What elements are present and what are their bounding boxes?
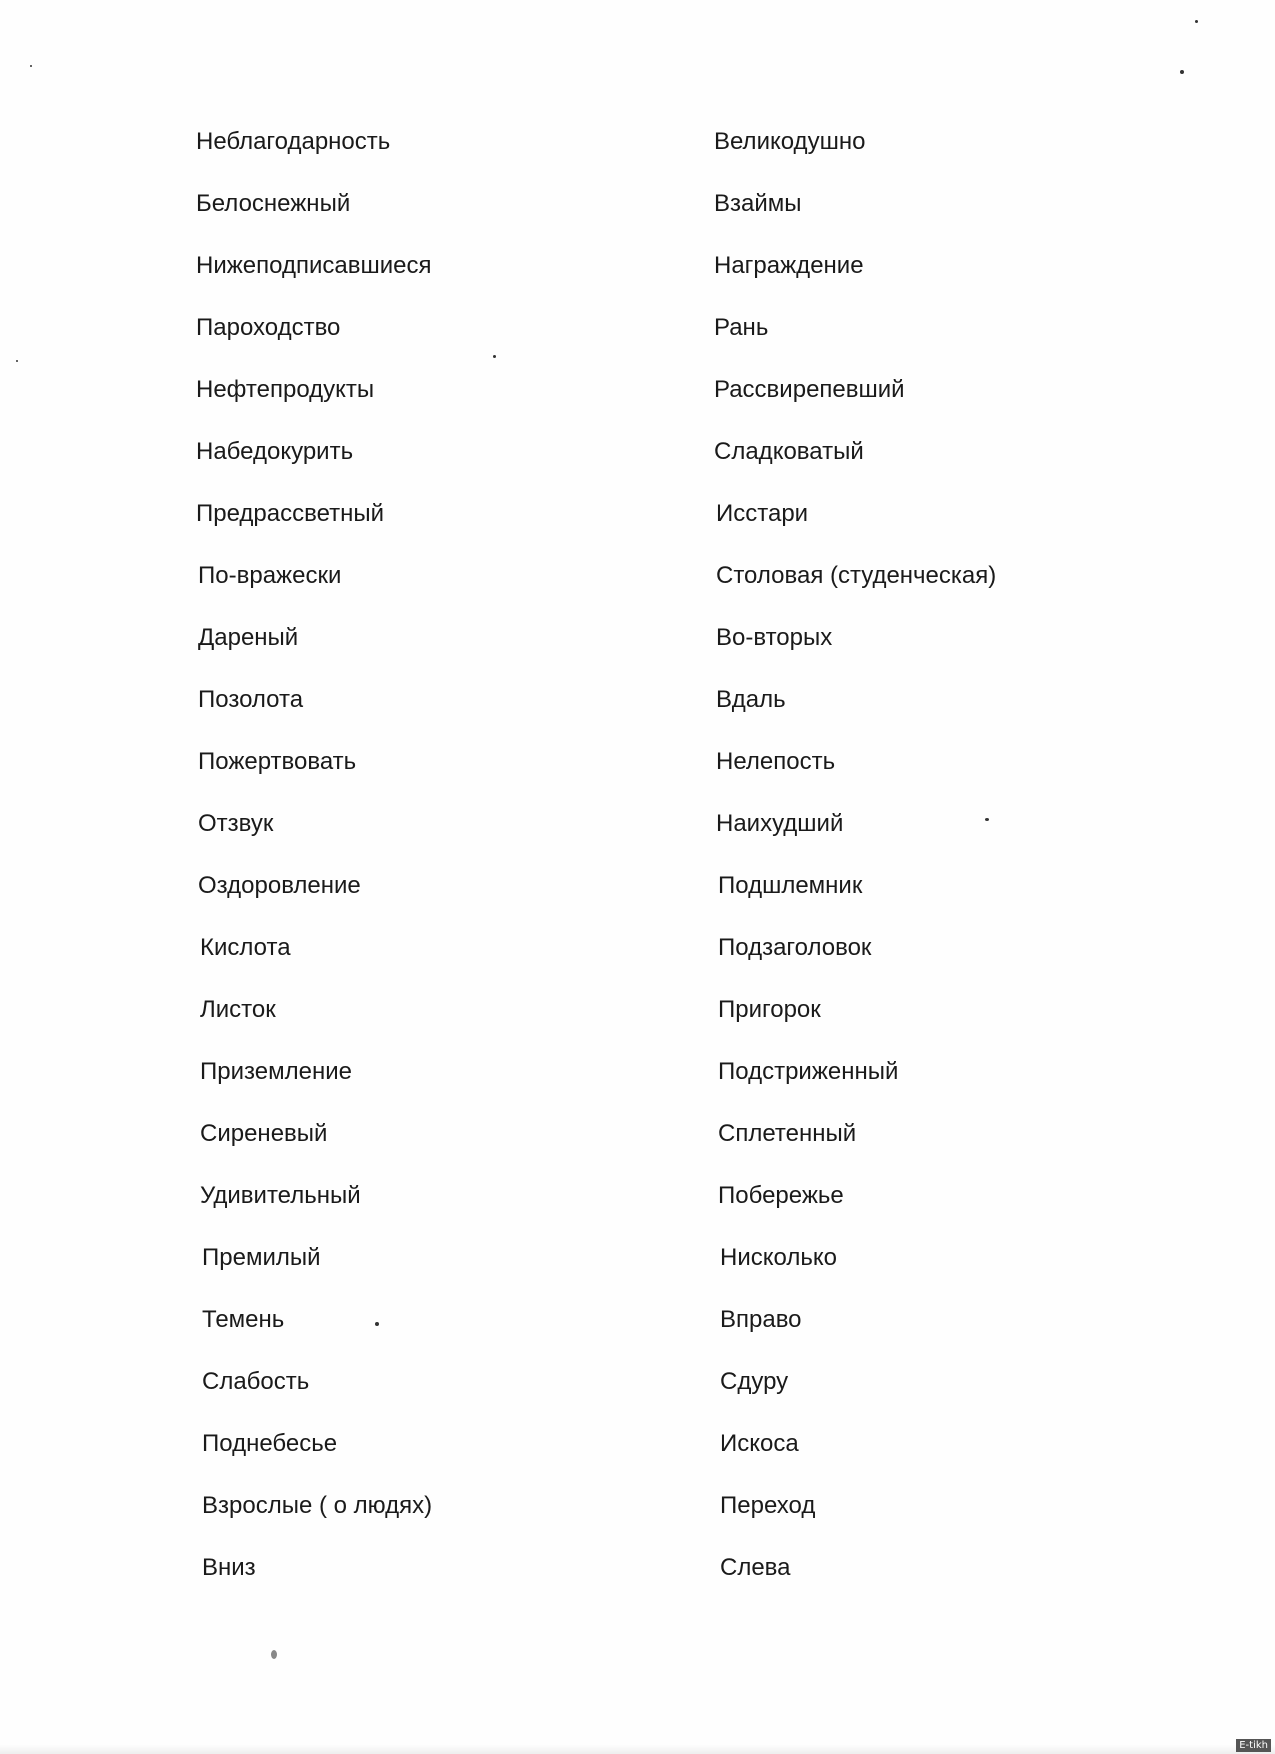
scan-speck (16, 360, 18, 362)
scan-speck (271, 1650, 277, 1659)
word-item: Приземление (200, 1058, 352, 1085)
word-item: Набедокурить (196, 438, 354, 465)
word-item: Искоса (720, 1430, 799, 1457)
word-item: Слабость (202, 1368, 310, 1395)
word-item: Подстриженный (718, 1058, 899, 1085)
scan-speck (375, 1322, 379, 1326)
word-item: Вдаль (716, 686, 786, 713)
word-item: Нижеподписавшиеся (196, 252, 432, 279)
scan-speck (1180, 70, 1184, 74)
word-item: Великодушно (714, 128, 866, 155)
word-item: Листок (200, 996, 276, 1023)
word-item: Позолота (198, 686, 304, 713)
word-list-left (196, 122, 696, 1610)
word-item: Нисколько (720, 1244, 837, 1271)
word-item: Пароходство (196, 314, 341, 341)
word-item: Вниз (202, 1554, 256, 1581)
word-item: Неблагодарность (196, 128, 391, 155)
word-item: Взаймы (714, 190, 802, 217)
watermark: E-tikh (1236, 1739, 1271, 1752)
word-item: По-вражески (198, 562, 342, 589)
word-item: Рассвирепевший (714, 376, 905, 403)
scan-speck (30, 65, 32, 67)
word-item: Переход (720, 1492, 816, 1519)
word-item: Во-вторых (716, 624, 833, 651)
word-list-right (714, 122, 1214, 1610)
word-item: Сплетенный (718, 1120, 857, 1147)
word-item: Побережье (718, 1182, 844, 1209)
word-item: Премилый (202, 1244, 321, 1271)
scan-speck (493, 355, 496, 358)
word-item: Дареный (198, 624, 299, 651)
word-item: Взрослые ( о людях) (202, 1492, 433, 1519)
word-item: Оздоровление (198, 872, 361, 899)
word-item: Сладковатый (714, 438, 864, 465)
scan-speck (1195, 20, 1198, 23)
word-item: Предрассветный (196, 500, 385, 527)
word-item: Сиреневый (200, 1120, 328, 1147)
word-item: Слева (720, 1554, 791, 1581)
word-item: Пригорок (718, 996, 821, 1023)
scan-edge (0, 1744, 1275, 1754)
word-item: Пожертвовать (198, 748, 357, 775)
word-item: Награждение (714, 252, 864, 279)
word-item: Исстари (716, 500, 809, 527)
word-item: Кислота (200, 934, 291, 961)
word-item: Удивительный (200, 1182, 361, 1209)
word-item: Наихудший (716, 810, 844, 837)
word-item: Вправо (720, 1306, 802, 1333)
scan-speck (985, 818, 989, 821)
word-item: Нелепость (716, 748, 836, 775)
word-item: Рань (714, 314, 769, 341)
word-item: Подшлемник (718, 872, 863, 899)
word-item: Подзаголовок (718, 934, 872, 961)
word-item: Поднебесье (202, 1430, 338, 1457)
word-item: Сдуру (720, 1368, 789, 1395)
word-item: Белоснежный (196, 190, 351, 217)
word-item: Отзвук (198, 810, 274, 837)
word-item: Нефтепродукты (196, 376, 375, 403)
word-item: Столовая (студенческая) (716, 562, 997, 589)
word-item: Темень (202, 1306, 285, 1333)
